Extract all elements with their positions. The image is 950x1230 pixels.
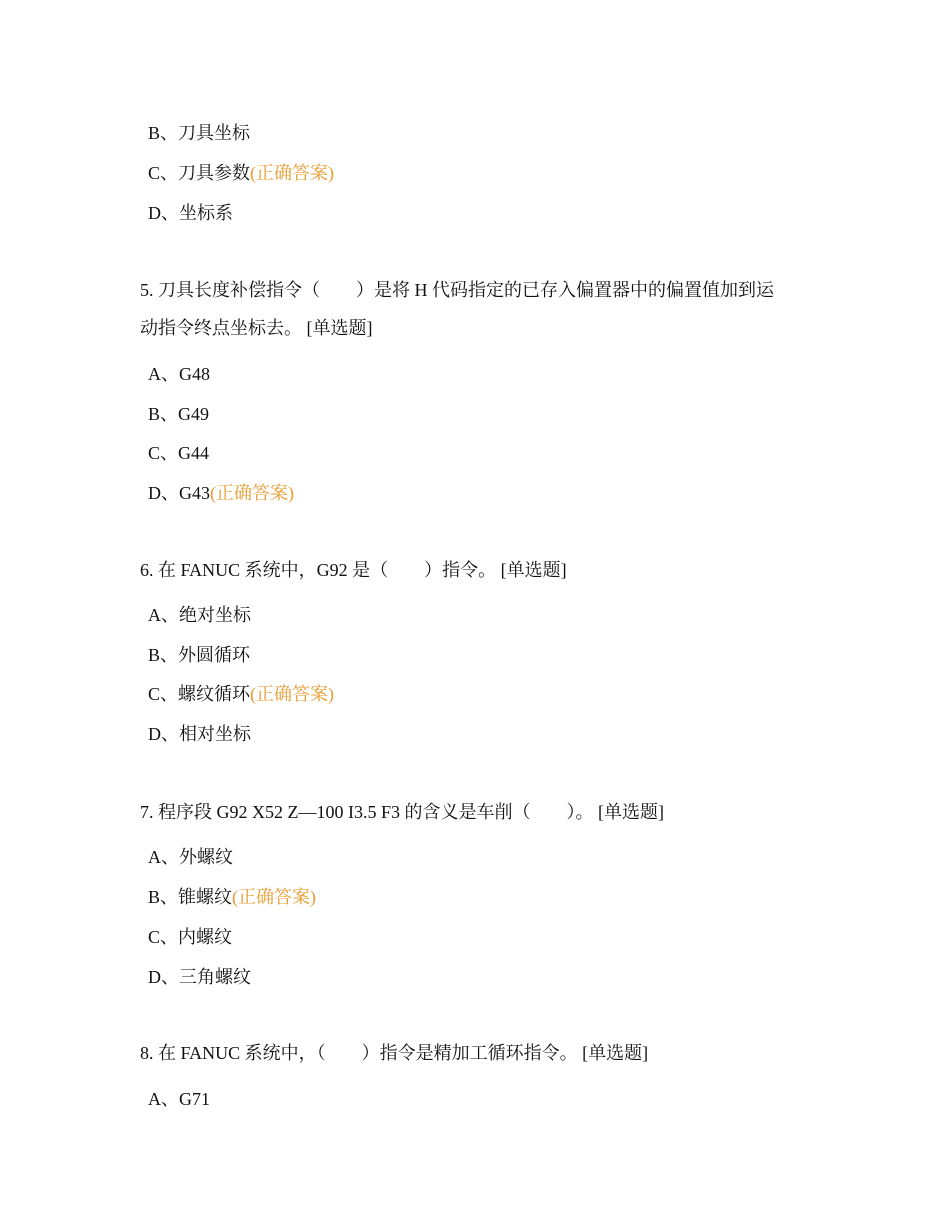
q7-option-d: D、三角螺纹 <box>148 967 251 987</box>
correct-answer-tag: (正确答案) <box>250 163 335 183</box>
q8-question-line1: 8. 在 FANUC 系统中，（ ）指令是精加工循环指令。 [单选题] <box>140 1043 649 1063</box>
q5-option-c: C、G44 <box>148 443 210 463</box>
q5-question-line2: 动指令终点坐标去。 [单选题] <box>140 318 373 338</box>
q6-option-b: B、外圆循环 <box>148 645 251 665</box>
q8-option-a: A、G71 <box>148 1089 210 1109</box>
q5-option-b: B、G49 <box>148 404 210 424</box>
q6-question-line1: 6. 在 FANUC 系统中，G92 是（ ）指令。 [单选题] <box>140 560 567 580</box>
q7-option-a: A、外螺纹 <box>148 847 233 867</box>
q5-option-a: A、G48 <box>148 364 210 384</box>
q6-option-c: C、螺纹循环(正确答案) <box>148 684 335 704</box>
q6-option-d: D、相对坐标 <box>148 724 251 744</box>
q5-option-d: D、G43(正确答案) <box>148 483 294 503</box>
q4-option-d: D、坐标系 <box>148 203 233 223</box>
q7-question-line1: 7. 程序段 G92 X52 Z—100 I3.5 F3 的含义是车削（ ）。 [单选题] <box>140 802 664 822</box>
correct-answer-tag: (正确答案) <box>232 887 317 907</box>
q6-option-a: A、绝对坐标 <box>148 605 251 625</box>
q7-option-c: C、内螺纹 <box>148 927 233 947</box>
correct-answer-tag: (正确答案) <box>250 684 335 704</box>
q5-question-line1: 5. 刀具长度补偿指令（ ）是将 H 代码指定的已存入偏置器中的偏置值加到运 <box>140 280 774 300</box>
q4-option-c: C、刀具参数(正确答案) <box>148 163 335 183</box>
q7-option-b: B、锥螺纹(正确答案) <box>148 887 317 907</box>
correct-answer-tag: (正确答案) <box>210 483 294 503</box>
q4-option-b: B、刀具坐标 <box>148 123 251 143</box>
